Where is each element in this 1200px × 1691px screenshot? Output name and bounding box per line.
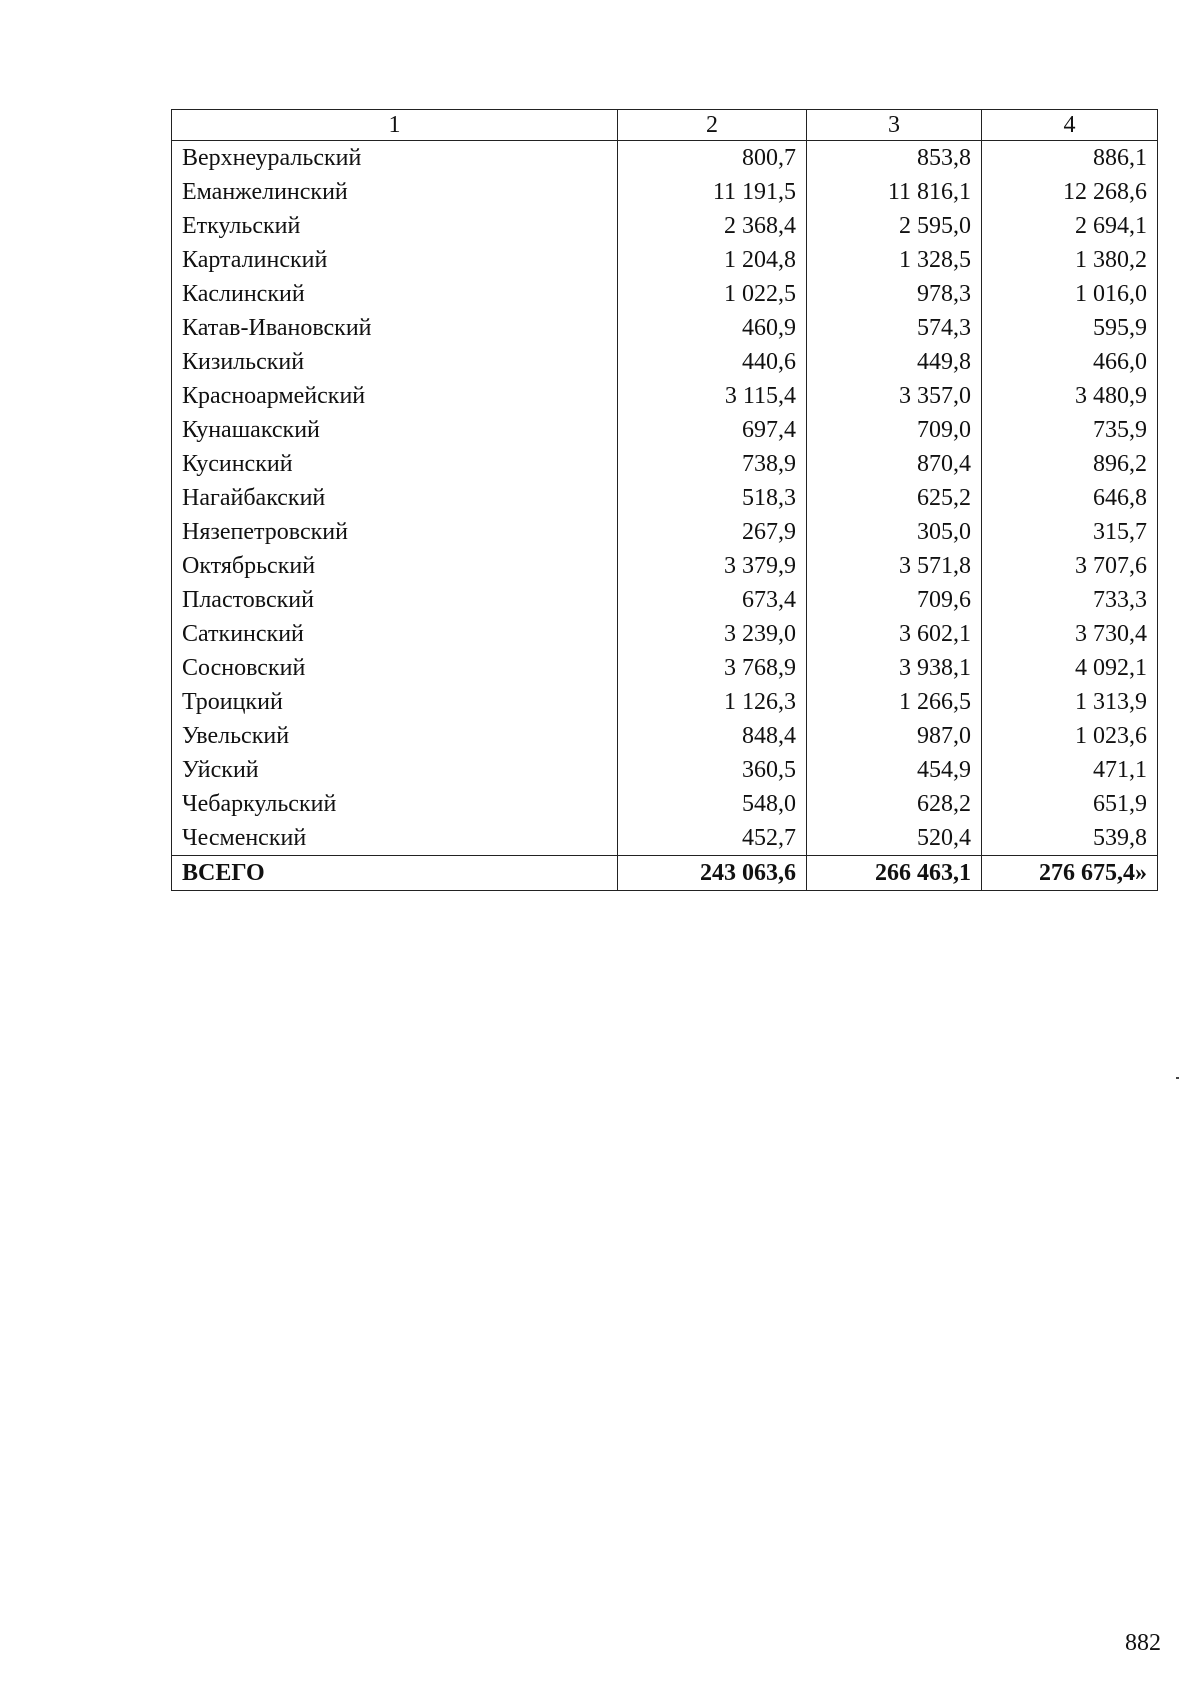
district-name: Карталинский [172,243,618,277]
value-col-3: 574,3 [807,311,982,345]
value-col-4: 1 380,2 [982,243,1158,277]
value-col-4: 1 016,0 [982,277,1158,311]
value-col-2: 1 022,5 [618,277,807,311]
district-name: Нязепетровский [172,515,618,549]
district-name: Красноармейский [172,379,618,413]
value-col-3: 3 602,1 [807,617,982,651]
table-row [172,345,1158,379]
district-name: Пластовский [172,583,618,617]
table-row [172,617,1158,651]
value-col-3: 987,0 [807,719,982,753]
header-row [172,110,1158,141]
value-col-2: 452,7 [618,821,807,856]
value-col-4: 466,0 [982,345,1158,379]
value-col-2: 3 379,9 [618,549,807,583]
district-name: Кизильский [172,345,618,379]
value-col-3: 11 816,1 [807,175,982,209]
table-row [172,821,1158,856]
value-col-2: 518,3 [618,481,807,515]
district-name: Уйский [172,753,618,787]
table-row [172,685,1158,719]
table-row [172,141,1158,176]
value-col-3: 709,0 [807,413,982,447]
value-col-3: 305,0 [807,515,982,549]
district-name: Чесменский [172,821,618,856]
district-name: Сосновский [172,651,618,685]
table-row [172,651,1158,685]
value-col-4: 646,8 [982,481,1158,515]
value-col-4: 3 730,4 [982,617,1158,651]
value-col-4: 896,2 [982,447,1158,481]
table-row [172,379,1158,413]
value-col-2: 2 368,4 [618,209,807,243]
value-col-4: 4 092,1 [982,651,1158,685]
value-col-2: 697,4 [618,413,807,447]
value-col-4: 539,8 [982,821,1158,856]
table-row [172,209,1158,243]
value-col-4: 3 480,9 [982,379,1158,413]
table-row [172,413,1158,447]
value-col-4: 3 707,6 [982,549,1158,583]
value-col-3: 1 328,5 [807,243,982,277]
value-col-3: 454,9 [807,753,982,787]
value-col-3: 853,8 [807,141,982,176]
total-row [172,856,1158,891]
value-col-2: 3 768,9 [618,651,807,685]
value-col-3: 628,2 [807,787,982,821]
district-name: Чебаркульский [172,787,618,821]
table-row [172,753,1158,787]
value-col-3: 520,4 [807,821,982,856]
value-col-2: 848,4 [618,719,807,753]
table-row [172,583,1158,617]
table-header [172,110,1158,141]
value-col-3: 449,8 [807,345,982,379]
value-col-4: 651,9 [982,787,1158,821]
value-col-2: 3 115,4 [618,379,807,413]
table-row [172,175,1158,209]
district-name: Катав-Ивановский [172,311,618,345]
district-name: Верхнеуральский [172,141,618,176]
total-col-2: 243 063,6 [618,856,807,891]
column-header-3: 3 [807,110,982,141]
value-col-2: 738,9 [618,447,807,481]
value-col-4: 315,7 [982,515,1158,549]
budget-table [171,109,1158,891]
column-header-1: 1 [172,110,618,141]
value-col-2: 360,5 [618,753,807,787]
scan-speck [1176,1077,1179,1079]
value-col-4: 2 694,1 [982,209,1158,243]
district-name: Увельский [172,719,618,753]
value-col-3: 3 938,1 [807,651,982,685]
value-col-3: 2 595,0 [807,209,982,243]
table-row [172,447,1158,481]
value-col-4: 1 313,9 [982,685,1158,719]
value-col-2: 11 191,5 [618,175,807,209]
district-name: Саткинский [172,617,618,651]
table-row [172,515,1158,549]
value-col-2: 548,0 [618,787,807,821]
value-col-4: 1 023,6 [982,719,1158,753]
page-number: 882 [1125,1630,1161,1656]
table-row [172,787,1158,821]
value-col-2: 440,6 [618,345,807,379]
value-col-4: 886,1 [982,141,1158,176]
table-row [172,719,1158,753]
table-row [172,311,1158,345]
table-row [172,549,1158,583]
value-col-2: 3 239,0 [618,617,807,651]
total-label: ВСЕГО [172,856,618,891]
value-col-2: 800,7 [618,141,807,176]
value-col-3: 3 571,8 [807,549,982,583]
value-col-3: 1 266,5 [807,685,982,719]
value-col-2: 1 204,8 [618,243,807,277]
column-header-2: 2 [618,110,807,141]
table-row [172,277,1158,311]
district-name: Нагайбакский [172,481,618,515]
district-name: Еманжелинский [172,175,618,209]
value-col-2: 460,9 [618,311,807,345]
district-name: Еткульский [172,209,618,243]
table-row [172,481,1158,515]
value-col-3: 709,6 [807,583,982,617]
district-name: Кусинский [172,447,618,481]
total-col-3: 266 463,1 [807,856,982,891]
value-col-4: 471,1 [982,753,1158,787]
value-col-2: 673,4 [618,583,807,617]
value-col-3: 3 357,0 [807,379,982,413]
value-col-2: 1 126,3 [618,685,807,719]
value-col-3: 978,3 [807,277,982,311]
district-name: Октябрьский [172,549,618,583]
value-col-3: 870,4 [807,447,982,481]
value-col-2: 267,9 [618,515,807,549]
total-col-4: 276 675,4» [982,856,1158,891]
district-name: Каслинский [172,277,618,311]
value-col-4: 735,9 [982,413,1158,447]
value-col-4: 12 268,6 [982,175,1158,209]
column-header-4: 4 [982,110,1158,141]
district-name: Кунашакский [172,413,618,447]
value-col-3: 625,2 [807,481,982,515]
value-col-4: 595,9 [982,311,1158,345]
value-col-4: 733,3 [982,583,1158,617]
district-name: Троицкий [172,685,618,719]
table-row [172,243,1158,277]
table-body [172,141,1158,891]
